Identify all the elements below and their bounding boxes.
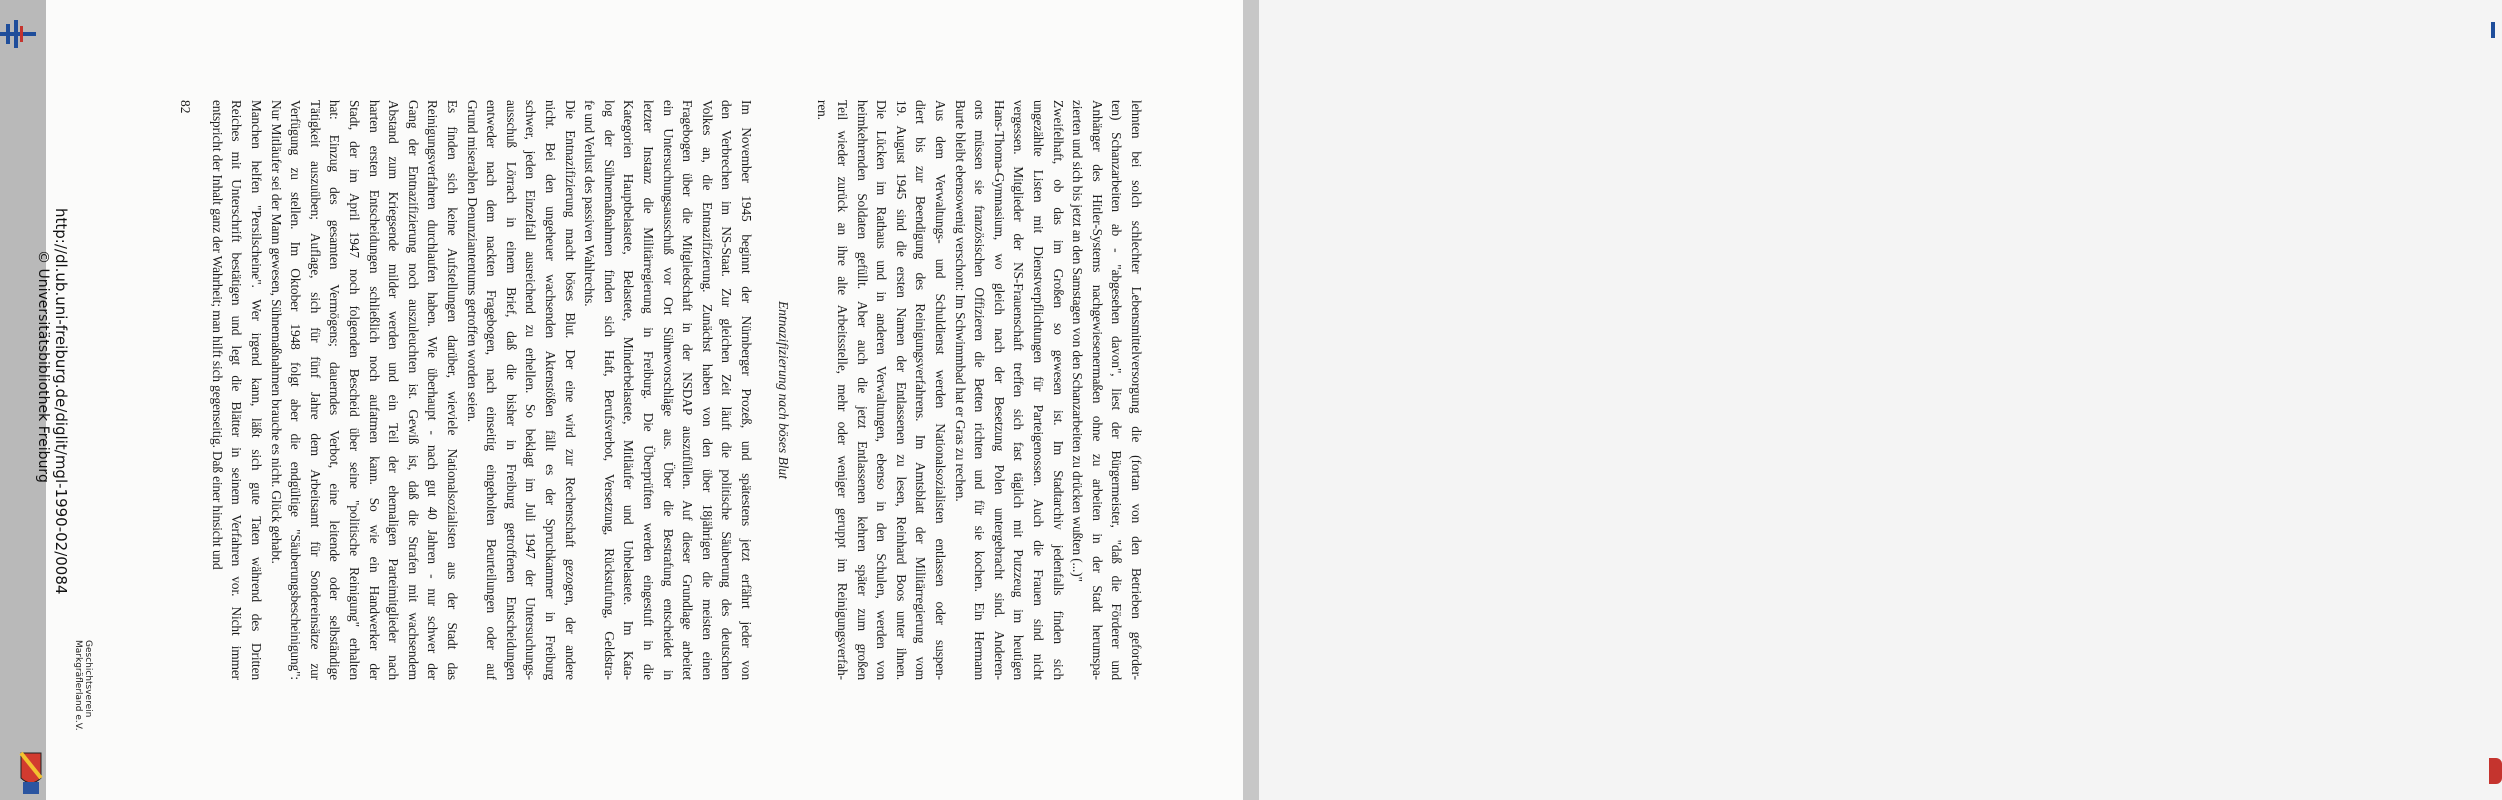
text-line: Zweifelhaft, ob das im Großen so gewesen ist. Im Stadtarchiv jedenfalls finden sich bbox=[1050, 100, 1066, 680]
text-line: Die Lücken im Rathaus und in anderen Verwaltungen, ebenso in den Schulen, werden von bbox=[874, 100, 890, 680]
publisher-label-line2: Markgräflerland e.V. bbox=[73, 640, 83, 731]
text-line: Die Entnazifizierung macht böses Blut. Der eine wird zur Rechenschaft gezogen, der andere bbox=[562, 100, 578, 680]
text-line: entweder nach dem nackten Fragebogen, nach einseitig eingeholten Beurteilungen oder auf bbox=[484, 100, 500, 680]
text-line: hat: Einzug des gesamten Vermögens; dauerndes Verbot, eine leitende oder selbständige bbox=[327, 100, 343, 680]
text-line: Abstand zum Kriegsende milder werden und ein Teil der ehemaligen Parteimitglieder nach bbox=[386, 100, 402, 680]
text-line: harten ersten Entscheidungen schließlich noch aufatmen kann. So wie ein Handwerker der bbox=[366, 100, 382, 680]
text-line: Manchen helfen "Persilscheine". Wer irgend kann, läßt sich gute Taten während des Dritten bbox=[249, 100, 264, 680]
section-heading: Entnazifizierung nach böses Blut bbox=[776, 300, 791, 480]
text-line: heimkehrenden Soldaten gefüllt. Aber auch die jetzt Entlassenen kehren später zum großen bbox=[854, 100, 870, 680]
text-line: orts müssen sie französischen Offizieren die Betten richten und für sie kochen. Ein Hermann bbox=[972, 100, 988, 680]
text-line: ungezählte Listen mit Dienstverpflichtungen für Parteigenossen. Auch die Frauen sind nicht bbox=[1031, 100, 1046, 680]
scroll-thumb[interactable] bbox=[2491, 22, 2495, 38]
next-page-icon[interactable] bbox=[2489, 758, 2502, 784]
document-page bbox=[35, 0, 1243, 800]
text-line: Verfügung zu stellen. Im Oktober 1948 folgt aber die endgültige "Säuberungsbescheinigung": bbox=[288, 100, 304, 680]
text-line: 19. August 1945 sind die ersten Namen der Entlassenen zu lesen, Reinhard Boos unter ihnen. bbox=[893, 100, 909, 680]
text-line: zierten und sich bis jetzt an den Samstagen von den Schanzarbeiten zu drücken wußten (...)" bbox=[1070, 100, 1086, 582]
text-line: vergessen. Mitglieder der NS-Frauenschaft treffen sich fast täglich mit Putzzeug im heutigen bbox=[1011, 100, 1027, 680]
text-line: Burte bleibt ebensowenig verschont: Im Schwimmbad hat er Gras zu rechen. bbox=[952, 100, 968, 502]
text-line: Kategorien Hauptbelastete, Belastete, Minderbelastete, Mitläufer und Unbelastete. Im Kata- bbox=[621, 100, 637, 680]
text-line: Nur Mitläufer sei der Mann gewesen, Sühnemaßnahmen brauche es nicht. Glück gehabt. bbox=[268, 100, 284, 564]
text-line: Hans-Thoma-Gymnasium, wo gleich nach der Besetzung Polen untergebracht sind. Anderen- bbox=[991, 100, 1007, 680]
library-logo-icon[interactable] bbox=[0, 14, 40, 54]
text-line: Grund miserablen Denunziantentums getroffen worden seien. bbox=[464, 100, 480, 422]
footer-copyright: © Universitätsbibliothek Freiburg bbox=[35, 250, 51, 483]
text-line: Reiches mit Unterschrift bestätigen und legt die Blätter in seinem Verfahren vor. Nicht immer bbox=[229, 100, 245, 680]
page-number: 82 bbox=[178, 100, 193, 114]
text-line: diert bis zur Beendigung des Reinigungsverfahrens. Im Amtsblatt der Militärregierung vom bbox=[913, 100, 929, 680]
text-line: lehnten bei solch schlechter Lebensmittelversorgung die (fortan von den Betrieben geforder- bbox=[1129, 100, 1144, 680]
text-line: Teil wieder zurück an ihre alte Arbeitsstelle, mehr oder weniger geruppt im Reinigungsverfah- bbox=[835, 100, 850, 680]
text-line: entspricht der Inhalt ganz der Wahrheit; man hilft sich gegenseitig. Daß einer hinsicht und bbox=[209, 100, 225, 570]
coat-of-arms-icon bbox=[20, 752, 42, 796]
text-line: Reinigungsverfahren durchlaufen haben. Wie überhaupt - nach gut 40 Jahren - nur schwer der bbox=[425, 100, 441, 680]
text-line: Fragebogen über die Mitgliedschaft in der NSDAP auszufüllen. Auf dieser Grundlage arbeitet bbox=[680, 100, 696, 680]
text-line: ausschuß Lörrach in einem Brief, daß die bisher in Freiburg getroffenen Entscheidungen bbox=[503, 100, 519, 680]
text-line: fe und Verlust des passiven Wahlrechts. bbox=[582, 100, 598, 307]
text-line: Volkes an, die Entnazifizierung. Zunächst haben von den über 18jährigen die meisten einen bbox=[699, 100, 715, 680]
text-line: Stadt, der im April 1947 noch folgenden Bescheid über seine "politische Reinigung" erhalten bbox=[347, 100, 362, 680]
text-line: Tätigkeit auszuüben; Auflage, sich für fünf Jahre dem Arbeitsamt für Sondereinsätze zur bbox=[307, 100, 323, 680]
text-line: ten) Schanzarbeiten ab - "abgesehen davon", liest der Bürgermeister, "daß die Förderer und bbox=[1109, 100, 1125, 680]
viewer-right-scrollbar[interactable] bbox=[1243, 0, 1259, 800]
text-line: nicht. Bei den ungeheuer wachsenden Aktenstößen fällt es der Spruchkammer in Freiburg bbox=[543, 100, 558, 680]
text-line: Im November 1945 beginnt der Nürnberger Prozeß, und spätestens jetzt erfährt jeder von bbox=[739, 100, 754, 680]
text-line: Anhänger des Hitler-Systems nachgewiesenermaßen ohne zu arbeiten in der Stadt herumspa- bbox=[1089, 100, 1105, 680]
text-line: ein Untersuchungsausschuß vor Ort Sühnevorschläge aus. Über die Bestrafung entscheidet in bbox=[660, 100, 676, 680]
text-line: ren. bbox=[815, 100, 831, 120]
footer-url-link[interactable]: http://dl.ub.uni-freiburg.de/diglit/mgl-1990-02/0084 bbox=[52, 208, 70, 595]
text-line: Aus dem Verwaltungs- und Schuldienst werden Nationalsozialisten entlassen oder suspen- bbox=[933, 100, 948, 680]
text-line: Gang der Entnazifizierung noch auszuleuchten ist. Gewiß ist, daß die Strafen mit wachsendem bbox=[405, 100, 421, 680]
publisher-label-line1: Geschichtsverein bbox=[83, 640, 93, 718]
publisher-label bbox=[73, 640, 93, 731]
text-line: Es finden sich keine Aufstellungen darüber, wieviele Nationalsozialisten aus der Stadt das bbox=[445, 100, 460, 680]
text-line: den Verbrechen im NS-Staat. Zur gleichen Zeit läuft die politische Säuberung des deutschen bbox=[719, 100, 735, 680]
rotated-page-content bbox=[35, 0, 1243, 800]
text-line: letzter Instanz die Militärregierung in Freiburg. Die Überprüften werden eingestuft in die bbox=[641, 100, 656, 680]
text-line: log der Sühnemaßnahmen finden sich Haft, Berufsverbot, Versetzung, Rückstufung, Geldstra- bbox=[601, 100, 617, 680]
text-line: schwer, jeden Einzelfall ausreichend zu erhellen. So beklagt im Juli 1947 der Untersuchungs- bbox=[523, 100, 539, 680]
